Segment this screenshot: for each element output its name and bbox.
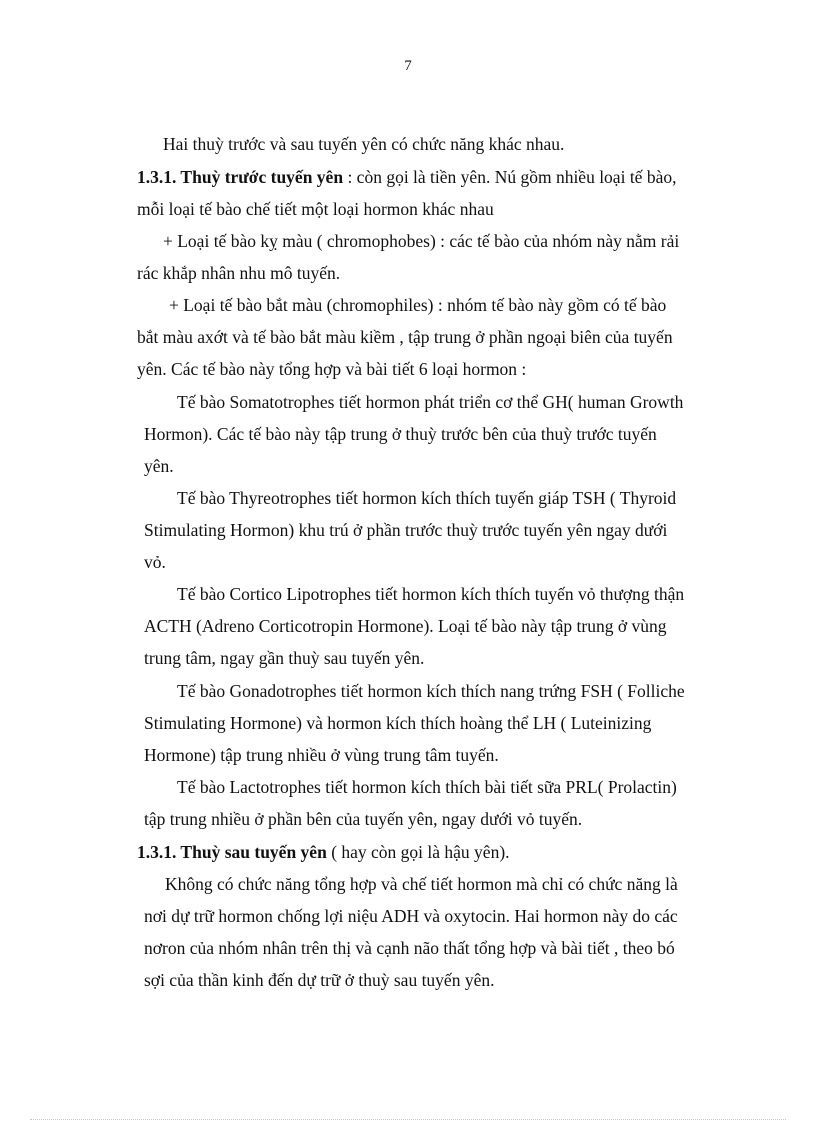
text-line: nơi dự trữ hormon chống lợi niệu ADH và oxytocin. Hai hormon này do các (144, 906, 678, 926)
text-line: mỗi loại tế bào chế tiết một loại hormon khác nhau (137, 199, 494, 219)
section-heading: 1.3.1. Thuỳ sau tuyến yên (137, 842, 327, 862)
bottom-rule (30, 1119, 786, 1120)
text-line: rác khắp nhân nhu mô tuyến. (137, 263, 341, 283)
section-heading-line: 1.3.1. Thuỳ sau tuyến yên ( hay còn gọi là hậu yên). (137, 842, 510, 862)
text-line: Tế bào Cortico Lipotrophes tiết hormon kích thích tuyến vỏ thượng thận (177, 584, 685, 604)
text-line: tập trung nhiều ở phần bên của tuyến yên, ngay dưới vỏ tuyến. (144, 809, 583, 829)
text-line: yên. Các tế bào này tổng hợp và bài tiết 6 loại hormon : (137, 359, 527, 379)
text-line: Stimulating Hormone) và hormon kích thích hoàng thể LH ( Luteinizing (144, 713, 652, 733)
text-line: Hai thuỳ trước và sau tuyến yên có chức năng khác nhau. (163, 134, 565, 154)
text-line: Tế bào Thyreotrophes tiết hormon kích thích tuyến giáp TSH ( Thyroid (177, 488, 677, 508)
text-line: Tế bào Gonadotrophes tiết hormon kích thích nang trứng FSH ( Folliche (177, 681, 685, 701)
page-number: 7 (404, 58, 412, 74)
text-line: + Loại tế bào kỵ màu ( chromophobes) : các tế bào của nhóm này nằm rải (163, 231, 680, 251)
text-line: Hormon). Các tế bào này tập trung ở thuỳ trước bên của thuỳ trước tuyến (144, 424, 657, 444)
text-line: ACTH (Adreno Corticotropin Hormone). Loại tế bào này tập trung ở vùng (144, 616, 667, 636)
text-line: sợi của thần kinh đến dự trữ ở thuỳ sau tuyến yên. (144, 970, 495, 990)
text-line: bắt màu axớt và tế bào bắt màu kiềm , tập trung ở phần ngoại biên của tuyến (137, 327, 673, 347)
text-line: Hormone) tập trung nhiều ở vùng trung tâm tuyến. (144, 745, 499, 765)
section-heading-line: 1.3.1. Thuỳ trước tuyến yên : còn gọi là tiền yên. Nú gồm nhiều loại tế bào, (137, 167, 677, 187)
section-heading: 1.3.1. Thuỳ trước tuyến yên (137, 167, 344, 187)
text-line: Stimulating Hormon) khu trú ở phần trước thuỳ trước tuyến yên ngay dưới (144, 520, 668, 540)
text-line: Tế bào Somatotrophes tiết hormon phát triển cơ thể GH( human Growth (177, 392, 684, 412)
text-line: Tế bào Lactotrophes tiết hormon kích thích bài tiết sữa PRL( Prolactin) (177, 777, 677, 797)
text-line: trung tâm, ngay gần thuỳ sau tuyến yên. (144, 648, 425, 668)
text-line: + Loại tế bào bắt màu (chromophiles) : nhóm tế bào này gồm có tế bào (169, 295, 667, 315)
text-line: nơron của nhóm nhân trên thị và cạnh não thất tổng hợp và bài tiết , theo bó (144, 938, 675, 958)
text-line: Không có chức năng tổng hợp và chế tiết hormon mà chỉ có chức năng là (165, 874, 678, 894)
text-line: vỏ. (144, 552, 166, 572)
text-line: yên. (144, 456, 174, 476)
